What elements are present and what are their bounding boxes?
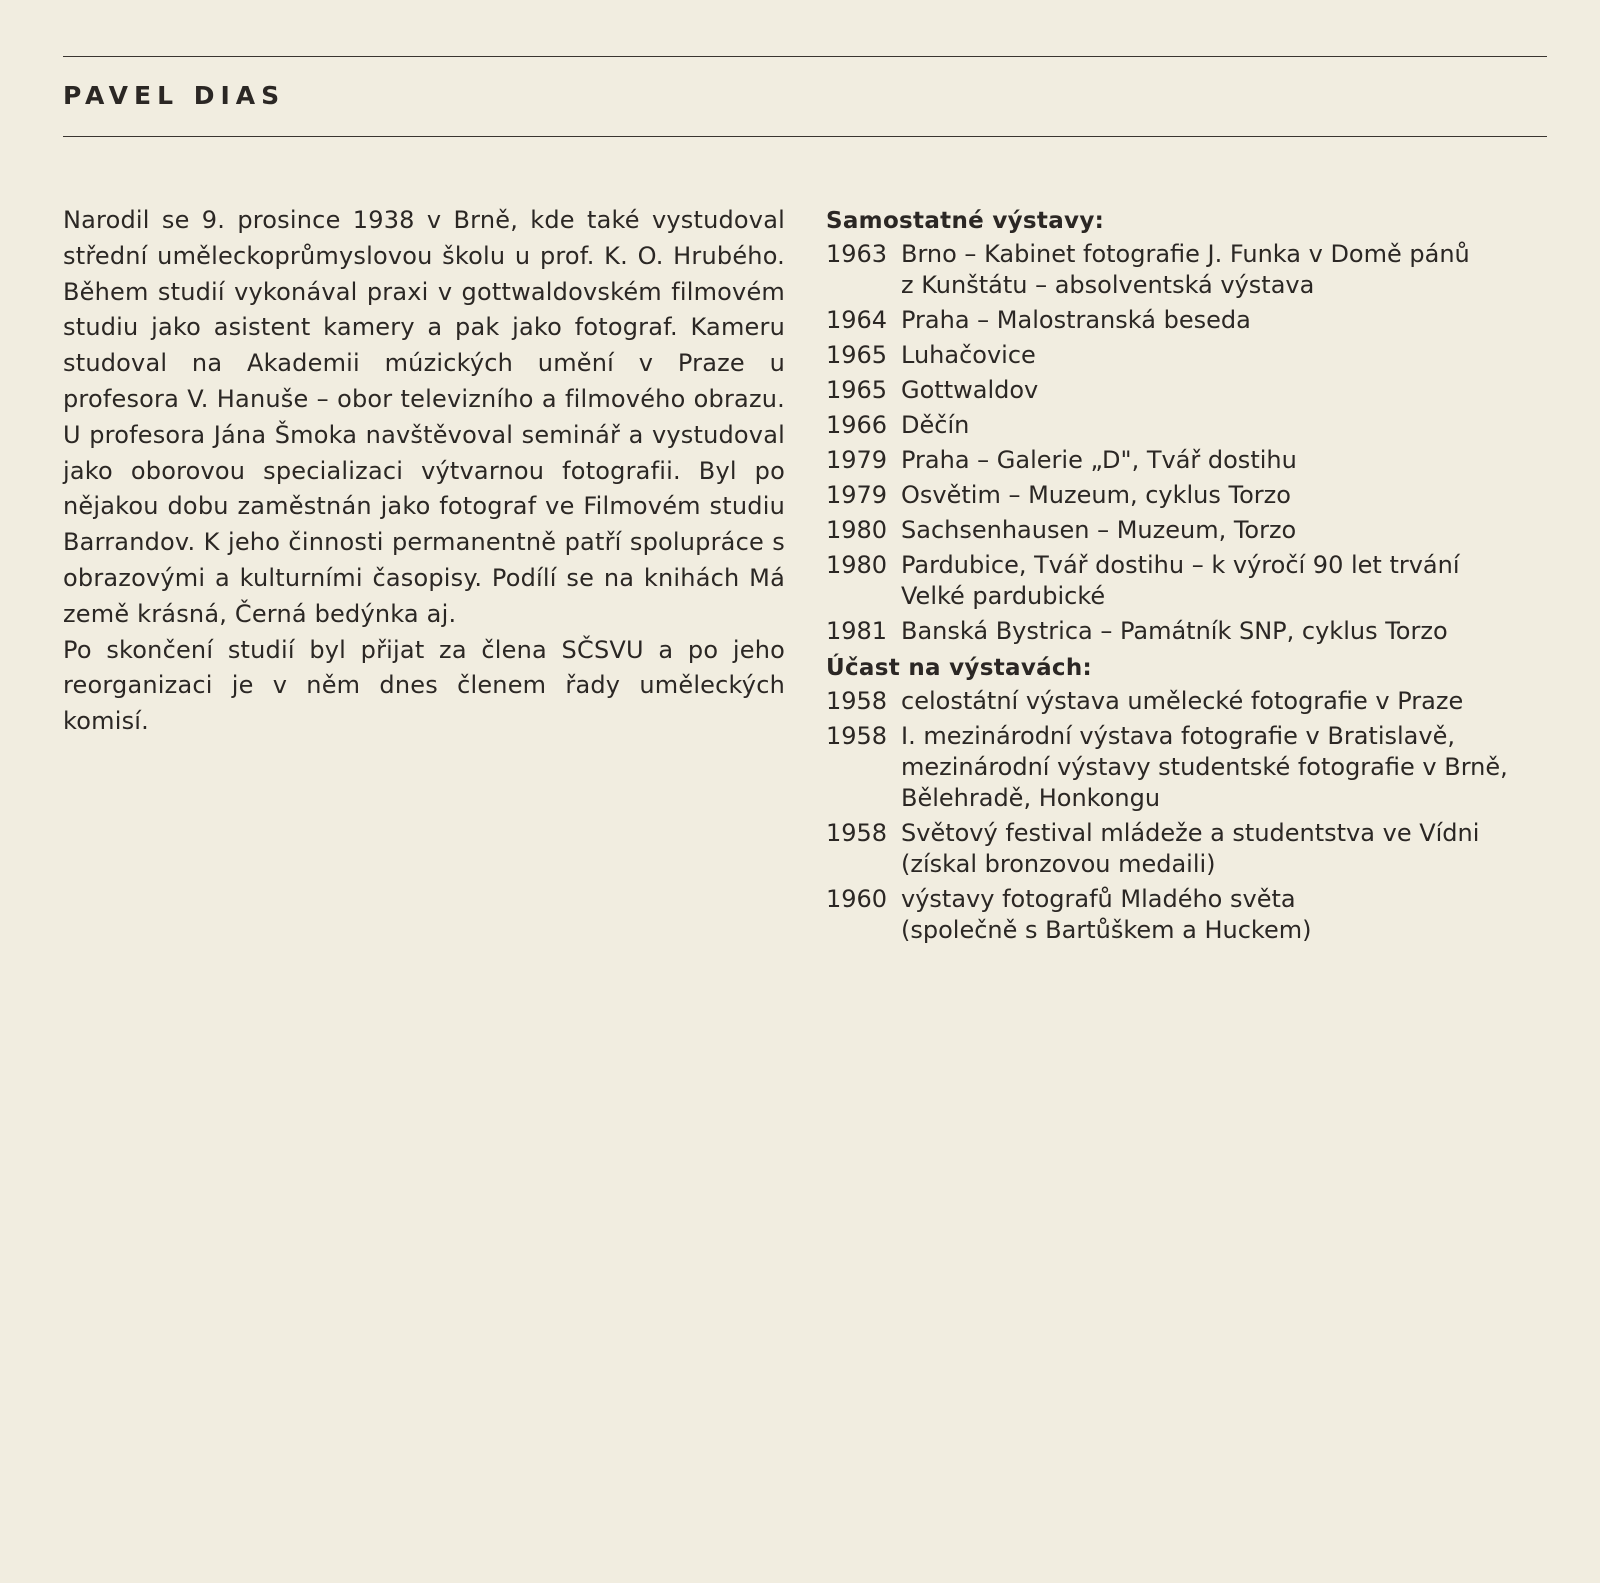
exhibition-description-line: celostátní výstava umělecké fotografie v Praze [901, 687, 1464, 715]
exhibition-description [901, 305, 1550, 336]
exhibition-year: 1964 [826, 306, 888, 334]
exhibition-entry [826, 445, 1550, 476]
exhibition-entry [826, 515, 1550, 546]
exhibition-description-line: Světový festival mládeže a studentstva ve Vídni [901, 819, 1480, 847]
exhibition-description-line: Bělehradě, Honkongu [901, 784, 1161, 812]
exhibition-description [901, 721, 1550, 814]
exhibition-description-line: Osvětim – Muzeum, cyklus Torzo [901, 481, 1291, 509]
exhibition-entry [826, 616, 1550, 647]
exhibition-year: 1980 [826, 551, 888, 579]
exhibition-year: 1965 [826, 376, 888, 404]
exhibition-description-line: z Kunštátu – absolventská výstava [901, 271, 1315, 299]
exhibition-description-line: Praha – Malostranská beseda [901, 306, 1251, 334]
solo-exhibitions-list [826, 239, 1550, 647]
exhibition-description [901, 884, 1550, 946]
exhibition-entry [826, 340, 1550, 371]
exhibition-description [901, 445, 1550, 476]
exhibition-entry [826, 721, 1550, 814]
exhibition-description-line: Brno – Kabinet fotografie J. Funka v Domě pánů [901, 240, 1470, 268]
exhibition-description [901, 480, 1550, 511]
exhibition-description-line: Velké pardubické [901, 582, 1106, 610]
exhibition-description-line: (společně s Bartůškem a Huckem) [901, 916, 1312, 944]
exhibition-year: 1981 [826, 617, 888, 645]
bio-paragraph-1: Narodil se 9. prosince 1938 v Brně, kde také vystudoval střední uměleckoprůmyslovou školu u prof. K. O. Hrubého. Během studií vykonával praxi v gottwaldovském filmovém studiu jako asistent kamery a pak jako fotograf. Kameru studoval na Akademii múzických umění v Praze u profesora V. Hanuše – obor televizního a filmového obrazu. U profesora Jána Šmoka navštěvoval seminář a vystudoval jako oborovou specializaci výtvarnou fotografii. Byl po nějakou dobu zaměstnán jako fotograf ve Filmovém studiu Barrandov. K jeho činnosti permanentně patří spolupráce s obrazovými a kulturními časopisy. Podílí se na knihách Má země krásná, Černá bedýnka aj. [63, 206, 785, 628]
exhibition-description-line: výstavy fotografů Mladého světa [901, 885, 1296, 913]
exhibition-description [901, 515, 1550, 546]
exhibition-entry [826, 686, 1550, 717]
exhibition-description-line: Pardubice, Tvář dostihu – k výročí 90 let trvání [901, 551, 1460, 579]
exhibition-description-line: I. mezinárodní výstava fotografie v Bratislavě, [901, 722, 1455, 750]
exhibition-year: 1963 [826, 240, 888, 268]
exhibition-entry [826, 480, 1550, 511]
exhibition-description [901, 375, 1550, 406]
exhibition-entry [826, 410, 1550, 441]
exhibition-description [901, 239, 1550, 301]
exhibition-year: 1966 [826, 411, 888, 439]
exhibition-description [901, 410, 1550, 441]
exhibition-description-line: (získal bronzovou medaili) [901, 850, 1216, 878]
exhibition-description-line: Sachsenhausen – Muzeum, Torzo [901, 516, 1297, 544]
exhibition-entry [826, 884, 1550, 946]
exhibition-description [901, 616, 1550, 647]
exhibition-entry [826, 818, 1550, 880]
exhibition-year: 1958 [826, 687, 888, 715]
exhibition-year: 1965 [826, 341, 888, 369]
exhibition-year: 1958 [826, 722, 888, 750]
exhibition-year: 1980 [826, 516, 888, 544]
exhibition-entry [826, 305, 1550, 336]
bio-paragraph-2: Po skončení studií byl přijat za člena SČSVU a po jeho reorganizaci je v něm dnes členem řady uměleckých komisí. [63, 635, 785, 736]
exhibition-description [901, 818, 1550, 880]
exhibition-description-line: Děčín [901, 411, 970, 439]
solo-exhibitions-heading: Samostatné výstavy: [826, 208, 1105, 234]
top-rule [63, 56, 1547, 57]
exhibition-year: 1979 [826, 481, 888, 509]
exhibition-description [901, 686, 1550, 717]
exhibition-description [901, 340, 1550, 371]
page-title: PAVEL DIAS [63, 81, 286, 110]
exhibition-description [901, 550, 1550, 612]
exhibitions-column [826, 204, 1550, 950]
exhibition-year: 1979 [826, 446, 888, 474]
exhibition-entry [826, 375, 1550, 406]
exhibition-description-line: Praha – Galerie „D", Tvář dostihu [901, 446, 1297, 474]
exhibition-year: 1958 [826, 819, 888, 847]
exhibition-year: 1960 [826, 885, 888, 913]
exhibition-description-line: mezinárodní výstavy studentské fotografie v Brně, [901, 753, 1508, 781]
biography [63, 203, 785, 740]
exhibition-description-line: Gottwaldov [901, 376, 1039, 404]
group-exhibitions-list [826, 686, 1550, 946]
exhibition-entry [826, 550, 1550, 612]
exhibition-description-line: Luhačovice [901, 341, 1036, 369]
exhibition-entry [826, 239, 1550, 301]
header-bottom-rule [63, 136, 1547, 137]
group-exhibitions-heading: Účast na výstavách: [826, 655, 1093, 681]
exhibition-description-line: Banská Bystrica – Památník SNP, cyklus Torzo [901, 617, 1448, 645]
